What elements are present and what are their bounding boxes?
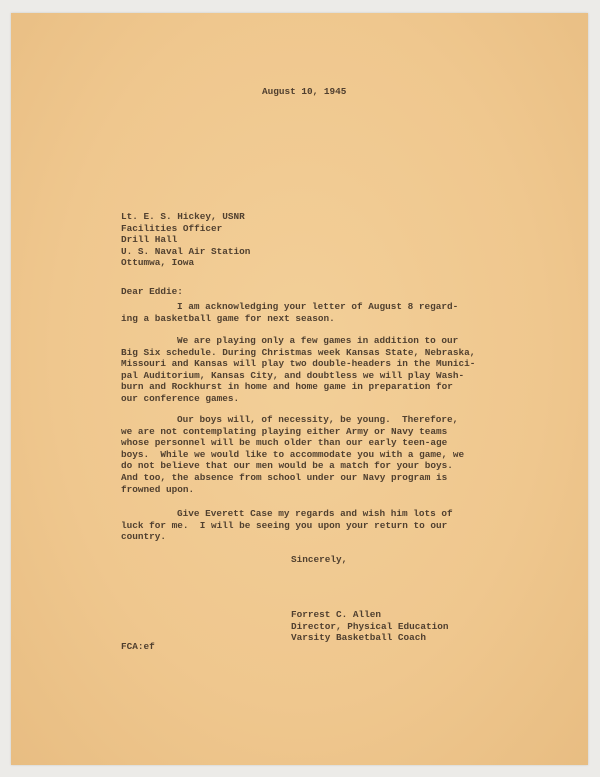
paragraph-line: And too, the absence from school under our Navy program is (121, 471, 448, 483)
paragraph-line: We are playing only a few games in addition to our (177, 335, 459, 346)
paragraph-line: boys. While we would like to accommodate you with a game, we (121, 448, 465, 460)
address-line: Lt. E. S. Hickey, USNR (121, 211, 245, 222)
salutation: Dear Eddie: (121, 286, 183, 297)
paragraph-line: whose personnel will be much older than our early teen-age (121, 437, 448, 449)
closing: Sincerely, (291, 554, 348, 565)
paragraph-1 (121, 301, 458, 324)
paragraph-line: luck for me. I will be seeing you upon your return to our (121, 519, 448, 531)
paragraph-line: do not believe that our men would be a match for your boys. (121, 460, 453, 472)
address-line: Facilities Officer (121, 222, 223, 234)
paragraph-3 (121, 414, 464, 495)
address-line: Drill Hall (121, 234, 178, 246)
paragraph-4 (121, 508, 453, 543)
paragraph-line: frowned upon. (121, 483, 195, 495)
recipient-address (121, 211, 250, 269)
address-line: Ottumwa, Iowa (121, 257, 195, 269)
letter-date: August 10, 1945 (262, 86, 347, 97)
paragraph-line: pal Auditorium, Kansas City, and doubtless we will play Wash- (121, 369, 465, 381)
address-line: U. S. Naval Air Station (121, 245, 251, 257)
paragraph-line: Big Six schedule. During Christmas week Kansas State, Nebraska, (121, 346, 476, 358)
paragraph-line: I am acknowledging your letter of August 8 regard- (177, 301, 459, 312)
paragraph-2 (121, 335, 475, 405)
paragraph-line: burn and Rockhurst in home and home game in preparation for (121, 381, 453, 393)
signature-block (291, 609, 449, 644)
paragraph-line: Our boys will, of necessity, be young. Therefore, (177, 414, 459, 425)
signature-title: Varsity Basketball Coach (291, 632, 427, 644)
paragraph-line: Give Everett Case my regards and wish him lots of (177, 508, 453, 519)
signature-name: Forrest C. Allen (291, 609, 382, 620)
paragraph-line: ing a basketball game for next season. (121, 312, 335, 324)
signature-title: Director, Physical Education (291, 620, 449, 632)
paragraph-line: country. (121, 531, 167, 543)
paragraph-line: Missouri and Kansas will play two double-headers in the Munici- (121, 358, 476, 370)
paragraph-line: we are not contemplating playing either Army or Navy teams (121, 425, 448, 437)
paragraph-line: our conference games. (121, 392, 240, 404)
reference-initials: FCA:ef (121, 641, 155, 652)
